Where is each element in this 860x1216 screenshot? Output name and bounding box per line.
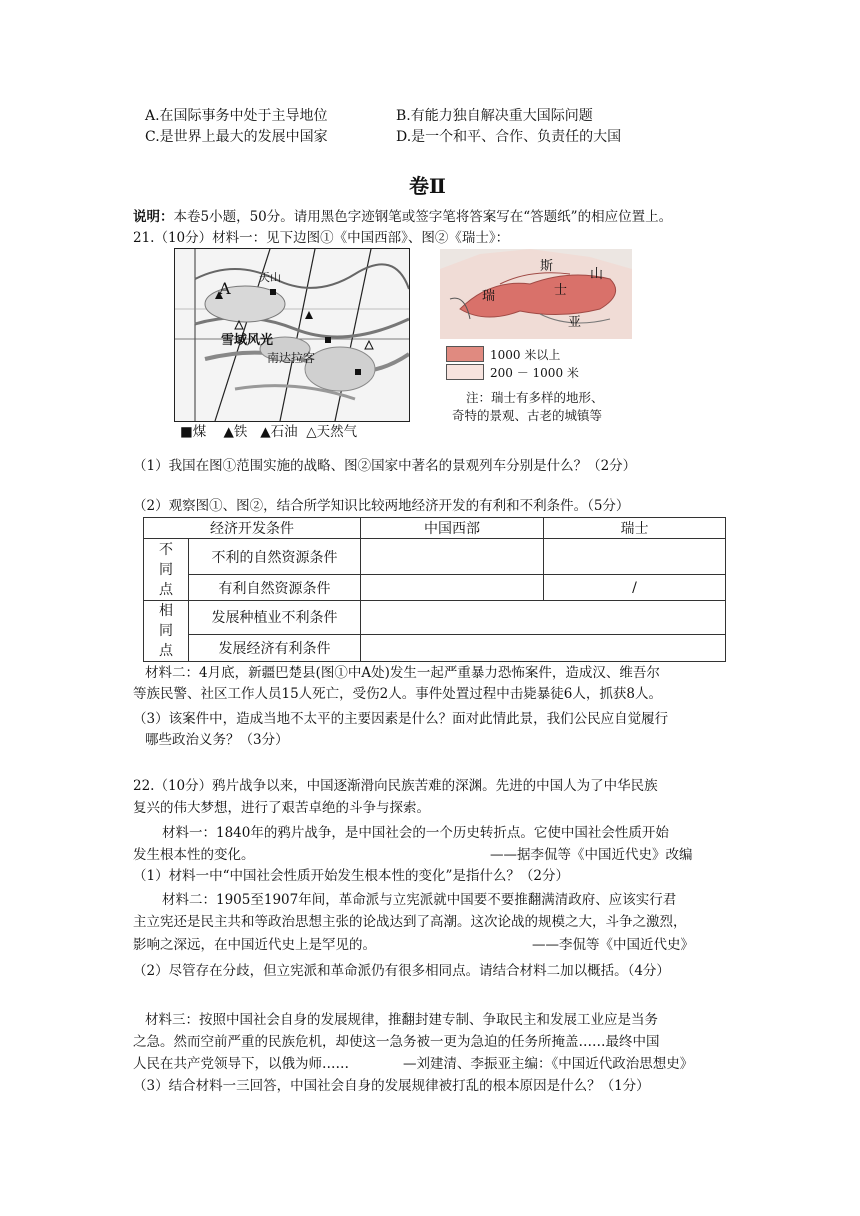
instructions-text: 本卷5小题，50分。请用黑色字迹钢笔或签字笔将答案写在“答题纸”的相应位置上。 <box>173 209 673 225</box>
map2-note-1: 注：瑞士有多样的地形、 <box>466 390 604 405</box>
q22-material-2-line1: 材料二：1905至1907年间，革命派与立宪派就中国要不要推翻满清政府、应该实行君 <box>162 892 677 908</box>
q21-material-2-line1: 材料二：4月底，新疆巴楚县(图①中A处)发生一起严重暴力恐怖案件，造成汉、维吾尔 <box>145 665 660 681</box>
map2-label-ya: 亚 <box>568 315 582 330</box>
legend-mid: 200 － 1000 米 <box>490 366 579 380</box>
q22-question-3: （3）结合材料一三回答，中国社会自身的发展规律被打乱的根本原因是什么？（1分） <box>133 1078 650 1094</box>
table-cell-swiss-2: / <box>544 575 726 601</box>
instructions <box>133 208 672 226</box>
map1-label-tianshan: 天山 <box>259 271 281 284</box>
instructions-label: 说明： <box>133 209 174 225</box>
table-row-unfavorable: 不利的自然资源条件 <box>189 539 361 575</box>
q22-material-2-line2: 主立宪还是民主共和等政治思想主张的论战达到了高潮。这次论战的规模之大，斗争之激烈， <box>133 914 687 930</box>
q21-question-3-line1: （3）该案件中，造成当地不太平的主要因素是什么？面对此情此景，我们公民应自觉履行 <box>133 711 669 727</box>
table-cell-west-2[interactable] <box>361 575 544 601</box>
group-diff-char-3: 点 <box>159 581 173 598</box>
option-c: C.是世界上最大的发展中国家 <box>145 129 328 145</box>
q22-material-2-source: ——李侃等《中国近代史》 <box>532 937 694 953</box>
table-cell-same-2[interactable] <box>361 634 726 661</box>
map2-label-shan: 山 <box>590 267 604 282</box>
q22-intro-line2: 复兴的伟大梦想，进行了艰苦卓绝的斗争与探索。 <box>133 800 430 816</box>
group-same-char-3: 点 <box>159 643 173 659</box>
map2-label-si: 斯 <box>540 259 554 274</box>
section-title: 卷Ⅱ <box>409 174 446 198</box>
legend-iron: ▲铁 <box>223 424 248 440</box>
table-group-different <box>144 539 189 601</box>
q22-question-1: （1）材料一中“中国社会性质开始发生根本性的变化”是指什么？（2分） <box>133 868 569 884</box>
table-header-conditions: 经济开发条件 <box>144 518 361 539</box>
map1-label-a: A <box>219 279 231 298</box>
q21-question-2: （2）观察图①、图②，结合所学知识比较两地经济开发的有利和不利条件。（5分） <box>133 498 630 514</box>
table-row-favorable: 有利自然资源条件 <box>189 575 361 601</box>
q21-question-3-line2: 哪些政治义务？（3分） <box>145 732 289 748</box>
q21-material-2-line2: 等族民警、社区工作人员15人死亡，受伤2人。事件处置过程中击毙暴徒6人，抓获8人。 <box>133 686 662 702</box>
q22-material-3-line2: 之急。然而空前严重的民族危机，却使这一急务被一更为急迫的任务所掩盖……最终中国 <box>133 1034 660 1050</box>
table-cell-swiss-1[interactable] <box>544 539 726 575</box>
q22-material-1-line2: 发生根本性的变化。 <box>133 847 255 863</box>
q22-intro-line1: 22.（10分）鸦片战争以来，中国逐渐滑向民族苦难的深渊。先进的中国人为了中华民族 <box>133 778 658 794</box>
legend-swatch-high <box>446 346 484 362</box>
group-same-char-1: 相 <box>159 603 173 619</box>
legend-high: 1000 米以上 <box>490 348 561 362</box>
group-diff-char-1: 不 <box>159 541 173 558</box>
q22-material-3-line3: 人民在共产党领导下，以俄为师…… <box>133 1056 349 1072</box>
option-b: B.有能力独自解决重大国际问题 <box>396 108 593 124</box>
table-header-west: 中国西部 <box>361 518 544 539</box>
option-a: A.在国际事务中处于主导地位 <box>145 108 328 124</box>
legend-gas: △天然气 <box>306 424 358 440</box>
map2-note-2: 奇特的景观、古老的城镇等 <box>452 408 603 423</box>
map2-label-shi: 士 <box>554 283 568 298</box>
q22-material-1-source: ——据李侃等《中国近代史》改编 <box>490 847 693 863</box>
q22-material-3-line1: 材料三：按照中国社会自身的发展规律，推翻封建专制、争取民主和发展工业应是当务 <box>145 1012 658 1028</box>
map-china-west <box>174 248 410 422</box>
map-switzerland <box>440 249 632 339</box>
table-group-same <box>144 601 189 662</box>
group-diff-char-2: 同 <box>159 561 173 578</box>
group-same-char-2: 同 <box>159 623 173 639</box>
q22-material-1-line1: 材料一：1840年的鸦片战争，是中国社会的一个历史转折点。它使中国社会性质开始 <box>162 825 669 841</box>
map-switzerland-drawing <box>440 249 632 339</box>
comparison-table <box>143 517 726 662</box>
q22-material-2-line3: 影响之深远，在中国近代史上是罕见的。 <box>133 937 376 953</box>
option-d: D.是一个和平、合作、负责任的大国 <box>396 129 622 145</box>
q22-material-3-source: —刘建清、李振亚主编：《中国近代政治思想史》 <box>403 1056 694 1072</box>
map-china-west-drawing <box>175 249 409 421</box>
table-header-swiss: 瑞士 <box>544 518 726 539</box>
table-row-economy: 发展经济有利条件 <box>189 634 361 661</box>
q22-question-2: （2）尽管存在分歧，但立宪派和革命派仍有很多相同点。请结合材料二加以概括。（4分） <box>133 963 670 979</box>
map1-label-snow: 雪域风光 <box>221 333 274 348</box>
map1-label-south: 南达拉客 <box>267 351 316 365</box>
map2-label-rui: 瑞 <box>482 289 496 304</box>
table-row-planting: 发展种植业不利条件 <box>189 601 361 635</box>
table-cell-west-1[interactable] <box>361 539 544 575</box>
legend-oil: ▲石油 <box>260 424 298 440</box>
q21-question-1: （1）我国在图①范围实施的战略、图②国家中著名的景观列车分别是什么？（2分） <box>133 458 637 474</box>
map1-legend <box>180 423 357 441</box>
legend-swatch-mid <box>446 364 484 380</box>
q21-intro: 21.（10分）材料一：见下边图①《中国西部》、图②《瑞士》： <box>133 230 510 246</box>
legend-coal: ■煤 <box>180 424 207 440</box>
table-cell-same-1[interactable] <box>361 601 726 635</box>
